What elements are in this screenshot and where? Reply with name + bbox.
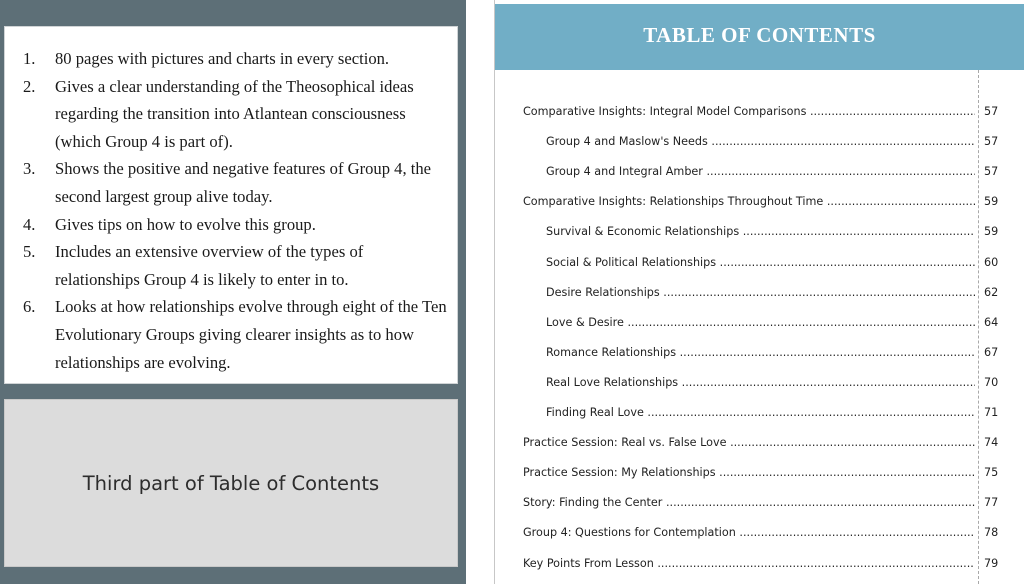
feature-text: 80 pages with pictures and charts in every section. [55,49,390,68]
toc-entry[interactable] [495,433,1024,453]
toc-entry[interactable] [495,493,1024,513]
toc-page-number: 57 [984,135,999,149]
toc-page-number: 64 [984,315,999,329]
feature-item [23,211,447,239]
toc-page-number: 77 [984,496,999,510]
toc-title: TABLE OF CONTENTS [643,23,876,47]
feature-item [23,293,447,376]
toc-page-number: 75 [984,466,999,480]
toc-page-number: 74 [984,436,999,450]
toc-entry-title: Practice Session: My Relationships ..... [523,463,975,483]
feature-number: 3. [23,159,36,179]
toc-entry-title: Group 4: Questions for Contemplation ..... [523,523,975,543]
toc-entry-title: Love & Desire ..... [546,313,975,333]
toc-page-number: 62 [984,285,999,299]
feature-number: 4. [23,214,36,234]
toc-entry-title: Key Points From Lesson ..... [523,554,975,574]
feature-item [23,155,447,210]
feature-number: 6. [23,297,36,317]
feature-text: Includes an extensive overview of the types of relationships Group 4 is likely to enter in to. [55,242,364,289]
toc-page-number: 59 [984,195,999,209]
toc-entry-title: Comparative Insights: Relationships Throughout Time ..... [523,192,975,212]
toc-entry[interactable] [495,102,1024,122]
feature-text: Looks at how relationships evolve through eight of the Ten Evolutionary Groups giving clearer insights as to how relationships are evolving. [55,297,447,372]
feature-item [23,238,447,293]
toc-entry[interactable] [495,253,1024,273]
toc-entry-title: Social & Political Relationships ..... [546,253,975,273]
toc-page-number: 79 [984,556,999,570]
feature-text: Gives tips on how to evolve this group. [55,214,316,234]
toc-page-number: 57 [984,165,999,179]
toc-entry[interactable] [495,222,1024,242]
toc-entry-title: Real Love Relationships ..... [546,373,975,393]
feature-item [23,45,447,73]
toc-page-number: 60 [984,255,999,269]
toc-entry[interactable] [495,162,1024,182]
toc-entry-title: Finding Real Love ..... [546,403,975,423]
feature-list-box [4,26,458,384]
toc-entry[interactable] [495,283,1024,303]
toc-entry-title: Comparative Insights: Integral Model Comparisons ..... [523,102,975,122]
feature-number: 1. [23,49,36,68]
toc-entry-title: Romance Relationships ..... [546,343,975,363]
toc-entry[interactable] [495,373,1024,393]
left-panel [0,0,466,584]
toc-page-number: 67 [984,345,999,359]
toc-entry[interactable] [495,523,1024,543]
toc-page-number: 70 [984,375,999,389]
toc-entry[interactable] [495,132,1024,152]
toc-entry[interactable] [495,192,1024,212]
toc-entry[interactable] [495,403,1024,423]
toc-page-number: 78 [984,526,999,540]
toc-entry-title: Desire Relationships ..... [546,283,975,303]
toc-entry[interactable] [495,343,1024,363]
feature-text: Gives a clear understanding of the Theosophical ideas regarding the transition into Atlantean consciousness (which Group 4 is part of). [55,76,414,151]
toc-entry-title: Survival & Economic Relationships ..... [546,222,975,242]
feature-list [5,27,457,376]
caption-box [4,399,458,567]
toc-entry[interactable] [495,463,1024,483]
toc-page-number: 59 [984,225,999,239]
feature-number: 5. [23,242,36,262]
toc-entry-title: Practice Session: Real vs. False Love ..... [523,433,975,453]
toc-page [494,0,1024,584]
toc-page-number: 71 [984,406,999,419]
toc-entry-title: Group 4 and Maslow's Needs ..... [546,132,975,152]
feature-number: 2. [23,76,36,96]
toc-entry-title: Group 4 and Integral Amber ..... [546,162,975,182]
toc-entry[interactable] [495,313,1024,333]
toc-entry[interactable] [495,554,1024,574]
toc-entry-title: Story: Finding the Center ..... [523,493,975,513]
feature-item [23,73,447,156]
toc-page-number: 57 [984,105,999,118]
feature-text: Shows the positive and negative features of Group 4, the second largest group alive today. [55,159,432,206]
caption-text: Third part of Table of Contents [82,471,380,495]
toc-header [495,4,1024,70]
